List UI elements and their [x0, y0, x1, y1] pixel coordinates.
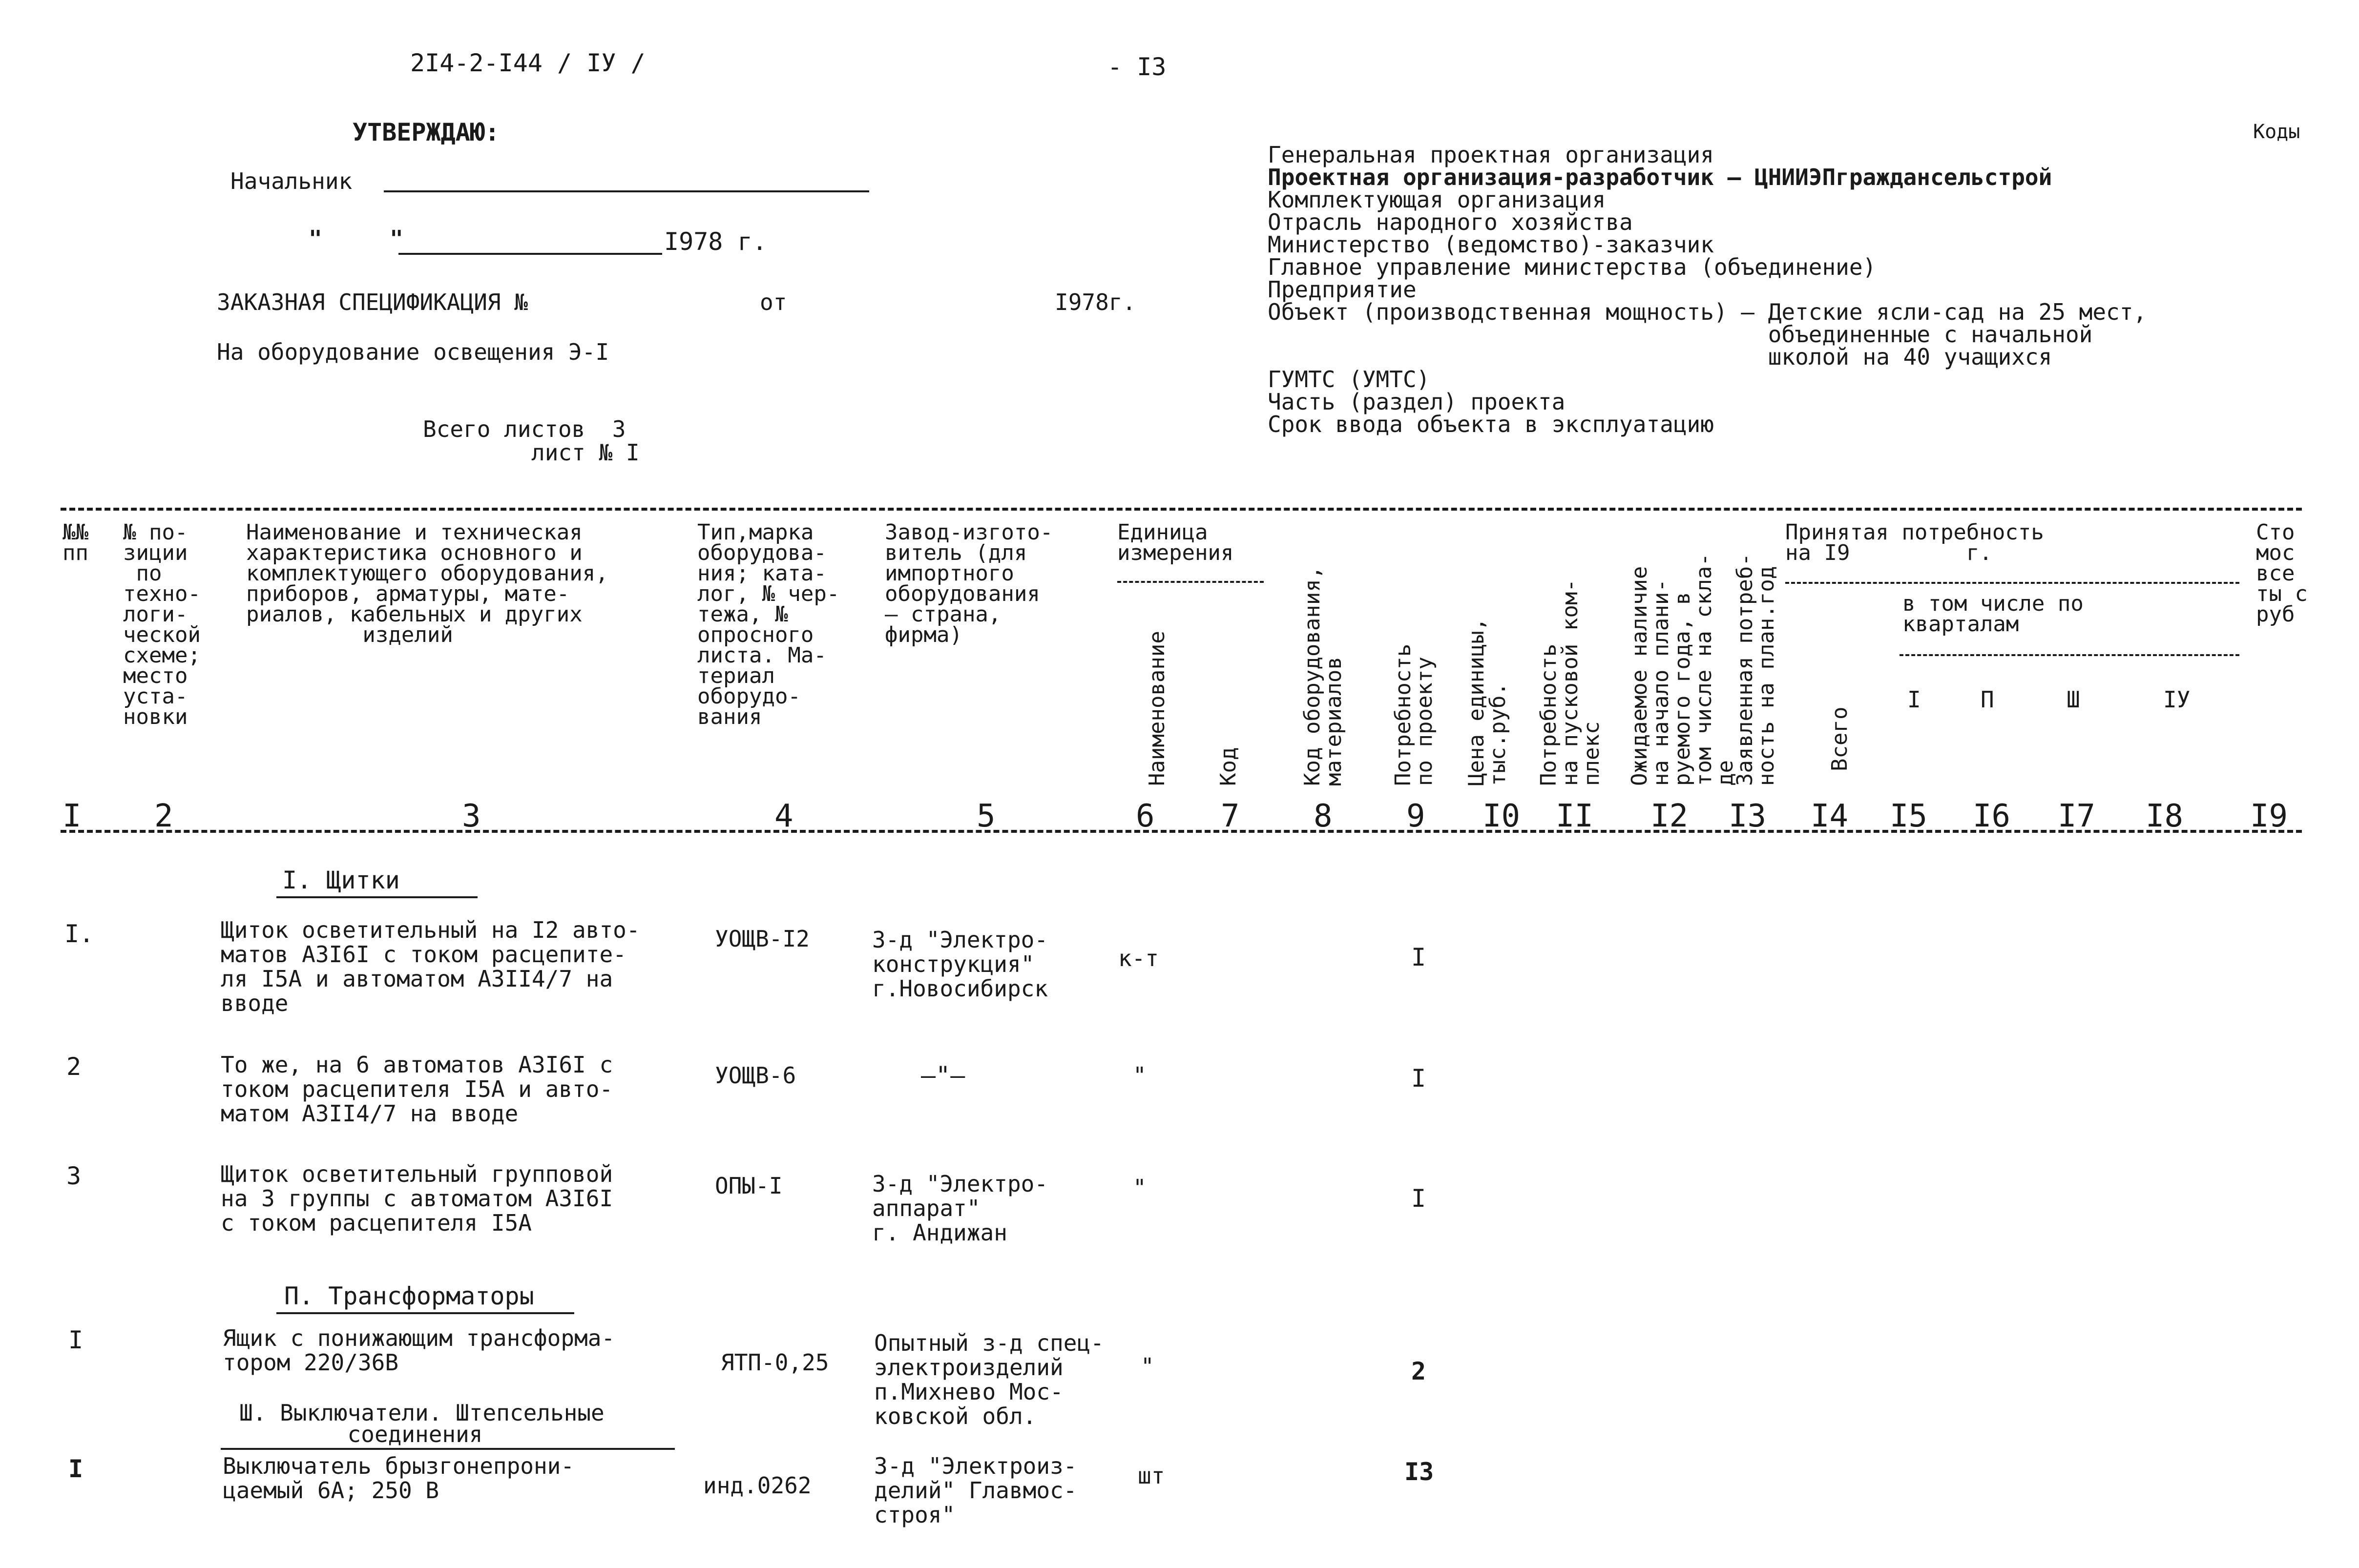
column-number: 6 [1136, 798, 1155, 834]
col5-header: Завод-изгото- витель (для импортного оборудования – страна, фирма) [885, 520, 1053, 647]
row-number: I [68, 1326, 84, 1354]
date-quotes: " " [309, 226, 403, 252]
row-unit: " [1133, 1175, 1147, 1201]
spec-year: I978г. [1055, 289, 1136, 315]
quarter-4: IУ [2163, 686, 2191, 713]
row-number: I [68, 1455, 84, 1483]
column-number: I9 [2250, 798, 2288, 834]
total-sheets: Всего листов 3 [423, 416, 626, 442]
org-main-directorate: Главное управление министерства (объединение) [1268, 254, 1877, 280]
col9-header: Потребность по проекту [1391, 643, 1437, 786]
col14-header: Всего [1827, 706, 1852, 771]
org-developer: Проектная организация-разработчик – ЦНИИЭПграждансельстрой [1268, 164, 2052, 190]
org-completing: Комплектующая организация [1268, 186, 1606, 213]
column-number: 4 [774, 798, 793, 834]
row-type: ЯТП-0,25 [721, 1349, 829, 1376]
row-number: I. [64, 920, 94, 948]
org-project-part: Часть (раздел) проекта [1268, 389, 1566, 415]
row-maker: –"– [921, 1061, 965, 1090]
row-quantity: I [1411, 1064, 1426, 1093]
row-number: 3 [66, 1162, 82, 1190]
col19-header: Сто мос все ты с руб [2256, 520, 2308, 627]
col10-header: Цена единицы, тыс.руб. [1464, 618, 1510, 786]
org-object-cont-1: объединенные с начальной [1268, 321, 2093, 348]
section-title-3: Ш. Выключатели. Штепсельные соединения [239, 1400, 605, 1447]
table-top-rule [61, 508, 2302, 511]
column-number: I [63, 798, 82, 834]
column-number: 3 [462, 798, 481, 834]
col7-header: Код [1216, 747, 1241, 786]
column-number: II [1556, 798, 1594, 834]
column-number: I0 [1482, 798, 1521, 834]
unit-header: Единица измерения [1117, 520, 1234, 565]
page-number: - I3 [1107, 53, 1167, 81]
accepted-header-rule [1785, 582, 2239, 584]
col4-header: Тип,марка оборудова- ния; ката- лог, № чер- тежа, № опросного листа. Ма- териал оборудо- вания [697, 520, 840, 729]
col3-header: Наименование и техническая характеристика основного и комплектующего оборудования, приборов, арматуры, мате- риалов, кабельных и других изделий [246, 520, 608, 647]
column-number: 8 [1314, 798, 1333, 834]
row-quantity: I [1411, 1184, 1426, 1213]
column-numbers-rule [61, 830, 2302, 833]
col12-header: Ожидаемое наличие на начало плани- руемого года, в том числе на скла- де [1627, 553, 1738, 786]
org-commissioning: Срок ввода объекта в эксплуатацию [1268, 411, 1714, 437]
column-number: I4 [1811, 798, 1849, 834]
spec-title: ЗАКАЗНАЯ СПЕЦИФИКАЦИЯ № [217, 289, 528, 315]
row-unit: " [1141, 1353, 1154, 1380]
row-type: ОПЫ-I [715, 1173, 783, 1199]
section-underline-3 [221, 1448, 675, 1450]
approval-year: I978 г. [664, 227, 767, 256]
quarter-3: Ш [2067, 686, 2080, 713]
unit-header-rule [1117, 581, 1264, 583]
column-number: 7 [1221, 798, 1240, 834]
chief-label: Начальник [230, 168, 353, 194]
quarter-1: I [1907, 686, 1921, 713]
quarter-2: П [1981, 686, 1994, 713]
row-unit: шт [1138, 1463, 1165, 1489]
col1-header: №№ пп [63, 520, 88, 565]
column-number: 9 [1406, 798, 1425, 834]
row-quantity: I [1411, 943, 1426, 971]
section-title-2: П. Трансформаторы [284, 1282, 534, 1310]
column-number: I5 [1890, 798, 1928, 834]
org-enterprise: Предприятие [1268, 276, 1417, 303]
chief-signature-line [384, 190, 869, 192]
row-name: То же, на 6 автоматов А3I6I с током расцепителя I5А и авто- матом А3II4/7 на вводе [221, 1052, 613, 1127]
row-name: Щиток осветительный групповой на 3 группы с автоматом А3I6I с током расцепителя I5А [221, 1161, 613, 1236]
row-maker: З-д "Электро- аппарат" г. Андижан [872, 1171, 1048, 1246]
row-maker: З-д "Электро- конструкция" г.Новосибирск [872, 927, 1048, 1002]
row-type: УОЩВ-6 [715, 1062, 796, 1089]
col6-header: Наименование [1145, 631, 1169, 786]
column-number: 5 [977, 798, 996, 834]
section-underline-2 [276, 1312, 574, 1314]
sheet-number: лист № I [531, 439, 640, 466]
row-maker: З-д "Электроиз- делий" Главмос- строя" [874, 1453, 1077, 1528]
accepted-header: Принятая потребность на I9 г. [1785, 520, 2044, 565]
col13-header: Заявленная потреб- ность на план.год [1733, 553, 1779, 786]
codes-label: Коды [2253, 121, 2300, 143]
column-number: 2 [154, 798, 173, 834]
equipment-line: На оборудование освещения Э-I [217, 339, 609, 365]
spec-from: от [760, 289, 787, 315]
row-number: 2 [66, 1052, 82, 1081]
row-quantity: 2 [1411, 1357, 1426, 1385]
org-gumts: ГУМТС (УМТС) [1268, 366, 1430, 392]
org-industry: Отрасль народного хозяйства [1268, 209, 1633, 235]
column-number: I6 [1973, 798, 2011, 834]
org-object-cont-2: школой на 40 учащихся [1268, 344, 2052, 370]
row-name: Ящик с понижающим трансформа- тором 220/36В [223, 1325, 615, 1376]
approval-heading: УТВЕРЖДАЮ: [353, 118, 500, 146]
section-underline-1 [276, 896, 478, 898]
row-type: УОЩВ-I2 [715, 926, 810, 952]
column-number: I2 [1650, 798, 1689, 834]
quarters-header-rule [1900, 654, 2239, 656]
row-unit: " [1133, 1062, 1147, 1089]
row-quantity: I3 [1404, 1458, 1434, 1486]
date-line [398, 253, 662, 255]
org-ministry: Министерство (ведомство)-заказчик [1268, 231, 1714, 258]
col11-header: Потребность на пусковой ком- плекс [1536, 579, 1604, 786]
column-number: I7 [2058, 798, 2096, 834]
document-code: 2I4-2-I44 / IУ / [410, 49, 646, 77]
col8-header: Код оборудования, материалов [1300, 566, 1346, 786]
row-name: Выключатель брызгонепрони- цаемый 6А; 250 В [223, 1453, 575, 1504]
org-info-block [1268, 144, 2147, 435]
column-number: I3 [1729, 798, 1767, 834]
section-title-1: I. Щитки [282, 866, 400, 894]
row-type: инд.0262 [703, 1472, 812, 1499]
row-maker: Опытный з-д спец- электроизделий п.Михнево Мос- ковской обл. [874, 1330, 1104, 1429]
org-general: Генеральная проектная организация [1268, 142, 1714, 168]
row-unit: к-т [1118, 945, 1159, 971]
row-name: Щиток осветительный на I2 авто- матов А3I6I с током расцепите- ля I5А и автоматом А3II4/7 на вводе [221, 917, 640, 1016]
quarters-header: в том числе по кварталам [1902, 591, 2084, 637]
col2-header: № по- зиции по техно- логи- ческой схеме; место уста- новки [123, 520, 201, 729]
org-object: Объект (производственная мощность) – Детские ясли-сад на 25 мест, [1268, 299, 2147, 325]
column-number: I8 [2146, 798, 2184, 834]
